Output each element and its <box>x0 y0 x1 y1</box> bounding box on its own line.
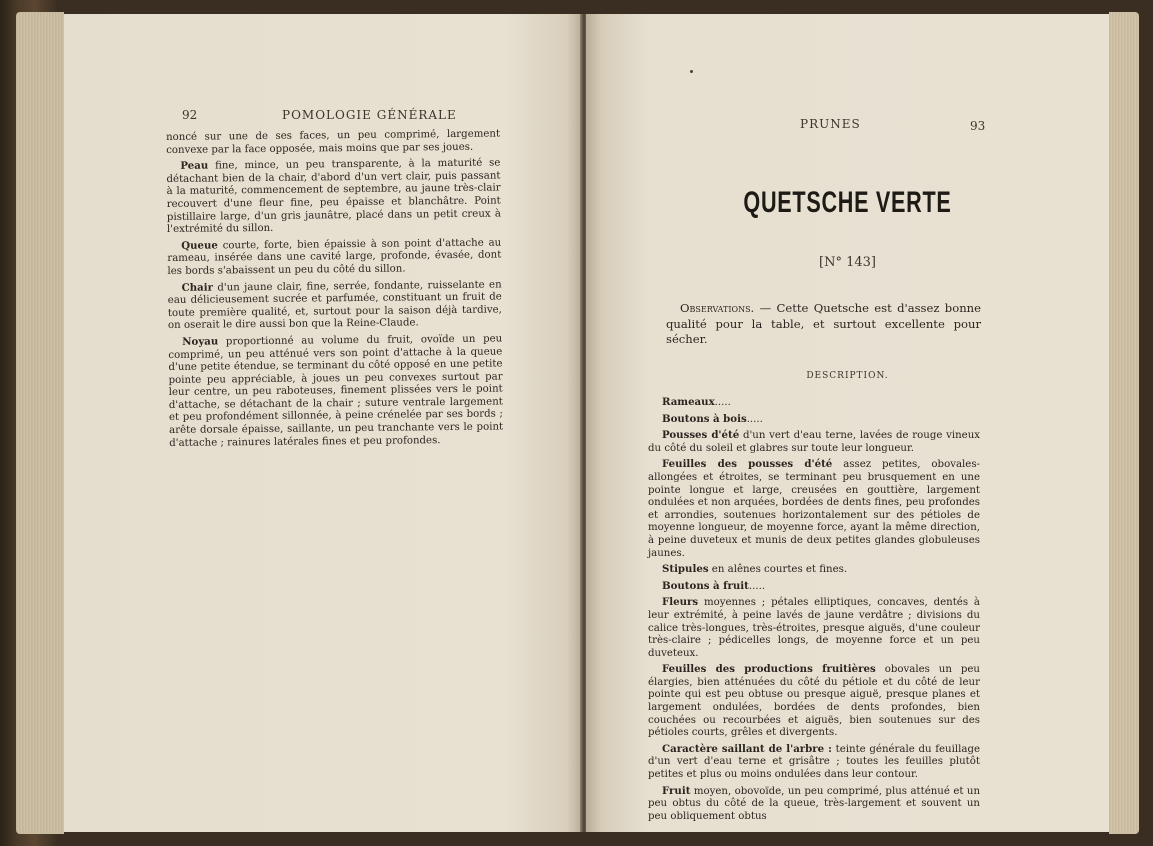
paragraph-fleurs: Fleurs moyennes ; pétales elliptiques, concaves, dentés à leur extrémité, à peine lavés de jaune verdâtre ; divisions du calice très-longues, très-étroites, presque aiguës, d'une couleur très-claire ; pédicelles longs, de moyenne force et un peu duveteux. <box>648 596 980 659</box>
left-page-edges <box>16 12 64 834</box>
paragraph-feuilles-pousses: Feuilles des pousses d'été assez petites, obovales-allongées et étroites, se terminant peu brusquement en une pointe longue et large, creusées en gouttière, largement ondulées et non arquées, bordées de dents fines, peu profondes et arrondies, soutenues horizontalement sur des pétioles de moyenne longueur, de moyenne force, ayant la même direction, à peine duveteux et munis de deux petites glandes globuleuses jaunes. <box>648 458 980 559</box>
paragraph-boutons-fruit: Boutons à fruit..... <box>662 579 766 592</box>
right-page <box>586 14 1109 832</box>
observations-label: Observations. <box>680 301 755 315</box>
paragraph-feuilles-productions: Feuilles des productions fruitières obovales un peu élargies, bien atténuées du côté du pétiole et du côté de leur pointe qui est peu obtuse ou presque aiguë, presque planes et largement ondulées, bordées de dents profondes, bien couchées ou recourbées et aiguës, bien soutenues sur des pétioles courts, grêles et divergents. <box>648 663 980 739</box>
variety-number: [N° 143] <box>819 255 876 270</box>
paragraph-pousses: Pousses d'été d'un vert d'eau terne, lavées de rouge vineux du côté du soleil et glabres sur toute leur longueur. <box>648 429 981 454</box>
paragraph-chair: Chair d'un jaune clair, fine, serrée, fondante, ruisselante en eau délicieusement sucrée et parfumée, constituant un fruit de toute première qualité, et, surtout pour la saison déjà tardive, on oserait le dire aussi bon que la Reine-Claude. <box>167 279 502 332</box>
fruit-title: QUETSCHE VERTE <box>743 186 952 219</box>
right-page-edges <box>1109 12 1139 834</box>
page-number-left: 92 <box>182 108 198 122</box>
paragraph-boutons-bois: Boutons à bois..... <box>662 412 763 425</box>
paragraph-rameaux: Rameaux..... <box>662 396 731 408</box>
paragraph-queue: Queue courte, forte, bien épaissie à son point d'attache au rameau, insérée dans une cavité large, profonde, évasée, dont les bords s'abaissent un peu du côté du sillon. <box>167 237 502 277</box>
paragraph-fruit: Fruit moyen, obovoïde, un peu comprimé, plus atténué et un peu obtus du côté de la queue, très-largement et souvent un peu obliquement obtus <box>648 784 980 822</box>
description-heading: DESCRIPTION. <box>806 371 889 381</box>
observations <box>666 301 981 348</box>
running-head-left: POMOLOGIE GÉNÉRALE <box>282 108 457 122</box>
paragraph-caractere: Caractère saillant de l'arbre : teinte générale du feuillage d'un vert d'eau terne et grisâtre ; toutes les feuilles plutôt petites et plus ou moins ondulées dans leur contour. <box>648 742 981 781</box>
paragraph-peau: Peau fine, mince, un peu transparente, à la maturité se détachant bien de la chair, d'abord d'un vert clair, puis passant à la maturité, commencement de septembre, au jaune très-clair recouvert d'une fleur fine, peu épaisse et blanchâtre. Point pistillaire large, d'un gris jaunâtre, placé dans un petit creux à l'extrémité du sillon. <box>166 157 501 236</box>
left-page <box>64 14 582 832</box>
page-speck <box>690 70 693 73</box>
paragraph-continuation: noncé sur une de ses faces, un peu comprimé, largement convexe par la face opposée, mais moins que par ses joues. <box>166 128 501 156</box>
right-page-body <box>648 396 980 826</box>
left-page-body <box>166 129 503 454</box>
paragraph-stipules: Stipules en alênes courtes et fines. <box>662 563 848 576</box>
page-number-right: 93 <box>970 119 986 133</box>
observations-text: — Cette Quetsche est d'assez bonne qualité pour la table, et surtout excellente pour sécher. <box>666 301 981 346</box>
running-head-right: PRUNES <box>800 117 861 131</box>
paragraph-noyau: Noyau proportionné au volume du fruit, ovoïde un peu comprimé, un peu atténué vers son point d'attache à la queue d'une petite étendue, se terminant du côté opposé en une petite pointe peu appréciable, à joues un peu convexes surtout par leur centre, un peu raboteuses, finement plissées vers le point d'attache, se détachant de la chair ; suture ventrale largement et peu profondément sillonnée, à peine crénelée par ses bords ; arête dorsale épaisse, saillante, un peu tranchante vers le point d'attache ; rainures latérales fines et peu profondes. <box>168 333 504 449</box>
